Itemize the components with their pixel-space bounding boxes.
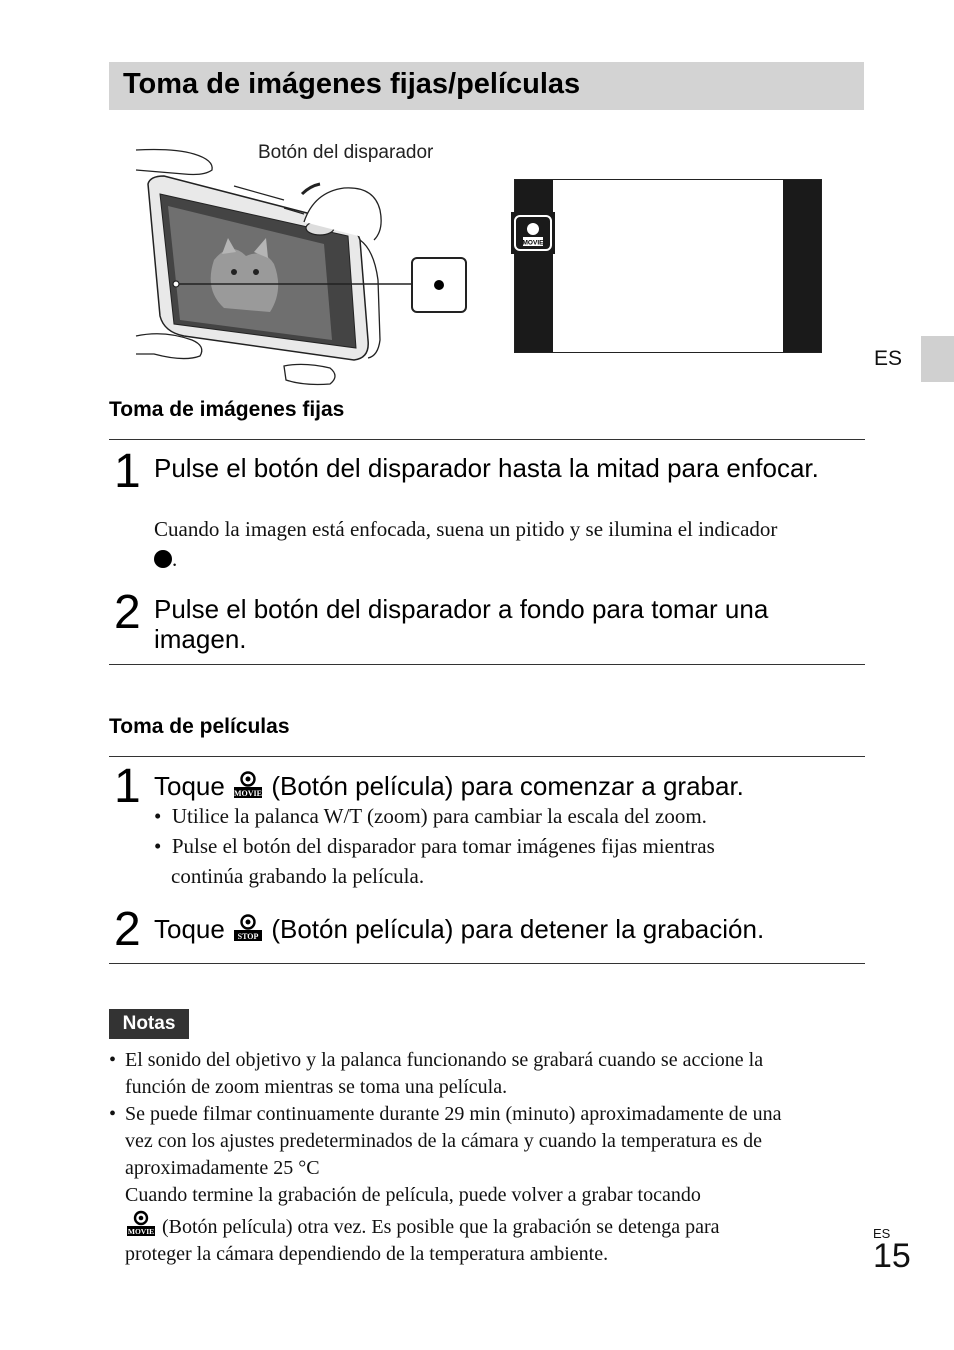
bullet-item: • Utilice la palanca W/T (zoom) para cambiar la escala del zoom. — [154, 804, 707, 828]
note-line-with-icon: MOVIE (Botón película) otra vez. Es posible que la grabación se detenga para — [125, 1209, 869, 1241]
page-number: 15 — [873, 1237, 911, 1275]
step-number: 2 — [114, 586, 141, 639]
step-number: 1 — [114, 760, 141, 813]
step-number: 2 — [114, 903, 141, 956]
side-tab — [921, 336, 954, 382]
shutter-caption: Botón del disparador — [258, 142, 434, 163]
movie-icon — [511, 212, 555, 254]
divider — [109, 439, 865, 440]
note-line: Cuando termine la grabación de película, puede volver a grabar tocando — [125, 1184, 701, 1206]
notes-list — [109, 1047, 869, 1268]
footer-language: ES — [873, 1226, 891, 1241]
step-description — [154, 514, 864, 574]
note-item: • Se puede filmar continuamente durante 29 min (minuto) aproximadamente de una vez con los ajustes predeterminados de la cámara y cuando la temperatura es de aproximadamente 25 °C Cuando termine la grabación de película, puede volver a grabar tocando MOVIE (Botón película) otra vez. Es posible que la grabación se detenga para proteger la cámara dependiendo de la temperatura ambiente. — [109, 1101, 869, 1268]
svg-text:MOVIE: MOVIE — [234, 789, 263, 798]
step-title-post: (Botón película) para comenzar a grabar. — [271, 771, 744, 801]
title-bar — [109, 62, 864, 110]
step-number: 1 — [114, 445, 141, 498]
step-title-post: (Botón película) para detener la grabación. — [271, 914, 765, 944]
step-description-text: Cuando la imagen está enfocada, suena un pitido y se ilumina el indicador — [154, 517, 778, 541]
stop-icon — [232, 912, 264, 942]
screen-left-bar — [515, 180, 553, 352]
bullet-item-continued: continúa grabando la película. — [171, 864, 425, 888]
page-title: Toma de imágenes fijas/películas — [123, 68, 581, 100]
screen-right-bar — [783, 180, 821, 352]
note-line: Se puede filmar continuamente durante 29 min (minuto) aproximadamente de una — [125, 1103, 782, 1125]
note-line: proteger la cámara dependiendo de la temperatura ambiente. — [125, 1243, 609, 1265]
step-bullets — [154, 801, 715, 891]
note-line: aproximadamente 25 °C — [125, 1157, 320, 1179]
step-title-pre: Toque — [154, 914, 225, 944]
divider — [109, 963, 865, 964]
note-item: • El sonido del objetivo y la palanca funcionando se grabará cuando se accione la función de zoom mientras se toma una película. — [109, 1047, 869, 1101]
svg-text:STOP: STOP — [237, 932, 259, 941]
movie-icon — [232, 769, 264, 799]
step-title: Pulse el botón del disparador hasta la mitad para enfocar. — [154, 453, 819, 483]
divider — [109, 664, 865, 665]
step-title — [154, 912, 764, 944]
step-title-pre: Toque — [154, 771, 225, 801]
section-heading-movie: Toma de películas — [109, 715, 290, 738]
note-line: El sonido del objetivo y la palanca funcionando se grabará cuando se accione la — [125, 1049, 764, 1071]
section-heading-still: Toma de imágenes fijas — [109, 398, 345, 421]
side-language-label: ES — [874, 347, 903, 370]
notes-label: Notas — [109, 1009, 189, 1039]
divider — [109, 756, 865, 757]
svg-text:MOVIE: MOVIE — [522, 239, 544, 247]
screen-mockup — [514, 179, 822, 353]
movie-icon — [125, 1209, 157, 1237]
note-line: función de zoom mientras se toma una película. — [125, 1076, 508, 1098]
svg-text:MOVIE: MOVIE — [127, 1227, 155, 1236]
focus-indicator-icon — [154, 550, 172, 568]
step-title: Pulse el botón del disparador a fondo para tomar una imagen. — [154, 594, 769, 654]
note-line: vez con los ajustes predeterminados de la cámara y cuando la temperatura es de — [125, 1130, 762, 1152]
step-title — [154, 769, 744, 801]
camera-illustration — [134, 140, 474, 390]
movie-button[interactable] — [511, 212, 555, 254]
bullet-item: • Pulse el botón del disparador para tomar imágenes fijas mientras — [154, 834, 715, 858]
step-description-end: . — [172, 547, 178, 571]
